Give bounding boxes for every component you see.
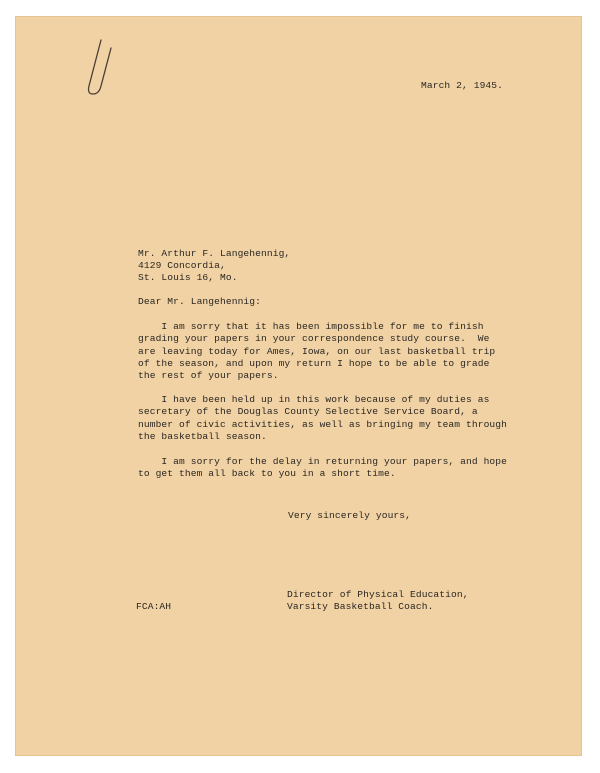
body-line: I am sorry for the delay in returning your papers, and hope [138, 456, 508, 467]
body-paragraph-2 [138, 394, 507, 443]
salutation: Dear Mr. Langehennig: [138, 296, 262, 307]
body-line: secretary of the Douglas County Selective Service Board, a [138, 406, 478, 418]
recipient-street: 4129 Concordia, [138, 260, 226, 271]
body-line: the basketball season. [138, 430, 267, 442]
recipient-city: St. Louis 16, Mo. [138, 272, 238, 283]
body-line: number of civic activities, as well as bringing my team through [138, 418, 508, 430]
closing: Very sincerely yours, [288, 510, 412, 521]
body-line: grading your papers in your correspondence study course. We [138, 333, 490, 345]
body-line: are leaving today for Ames, Iowa, on our last basketball trip [138, 345, 496, 357]
body-line: of the season, and upon my return I hope to be able to grade [138, 357, 490, 369]
signature-title-1: Director of Physical Education, [287, 589, 469, 600]
letter-page [15, 16, 582, 756]
body-line: I am sorry that it has been impossible for me to finish [138, 321, 484, 332]
body-paragraph-3 [138, 456, 507, 481]
letter-date: March 2, 1945. [421, 80, 504, 91]
body-line: I have been held up in this work because of my duties as [138, 394, 490, 405]
body-line: the rest of your papers. [138, 370, 279, 382]
body-line: to get them all back to you in a short time. [138, 468, 396, 480]
signature-title-2: Varsity Basketball Coach. [287, 601, 434, 612]
body-paragraph-1 [138, 321, 495, 382]
reference-initials: FCA:AH [136, 601, 172, 612]
paperclip-mark-icon [79, 36, 119, 106]
recipient-name: Mr. Arthur F. Langehennig, [138, 248, 291, 259]
